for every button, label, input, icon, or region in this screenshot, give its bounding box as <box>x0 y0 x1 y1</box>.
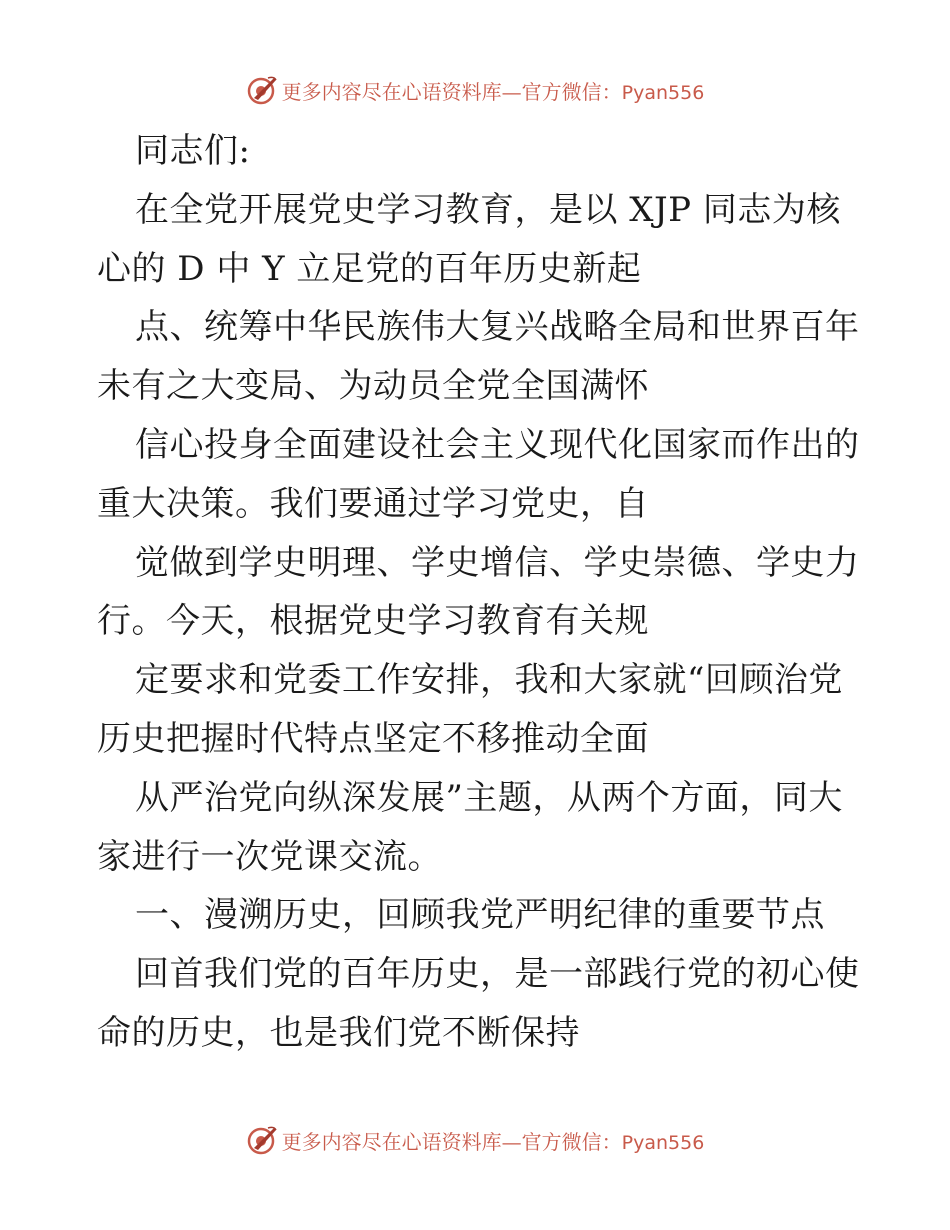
paragraph-line: 觉做到学史明理、学史增信、学史崇德、学史力 <box>135 542 860 583</box>
paragraph-line: 命的历史，也是我们党不断保持 <box>97 1012 580 1053</box>
paragraph-line: 历史把握时代特点坚定不移推动全面 <box>97 718 649 759</box>
banner-promo-text: 更多内容尽在心语资料库—官方微信： <box>281 79 622 104</box>
footer-banner <box>0 1120 950 1160</box>
banner-wechat-handle: Pyan556 <box>621 81 705 104</box>
paragraph-line: 心的 D 中 Y 立足党的百年历史新起 <box>97 248 642 289</box>
header-banner <box>0 70 950 110</box>
paragraph-line: 未有之大变局、为动员全党全国满怀 <box>97 366 649 407</box>
banner-text <box>282 1126 705 1155</box>
paragraph-line: 家进行一次党课交流。 <box>97 836 442 877</box>
paragraph-line: 重大决策。我们要通过学习党史，自 <box>97 483 649 524</box>
paragraph-line: 回首我们党的百年历史，是一部践行党的初心使 <box>135 954 860 995</box>
paragraph-line: 一、漫溯历史，回顾我党严明纪律的重要节点 <box>135 895 825 936</box>
banner-promo-text: 更多内容尽在心语资料库—官方微信： <box>281 1129 622 1154</box>
paragraph-line: 点、统筹中华民族伟大复兴战略全局和世界百年 <box>135 307 860 348</box>
banner-text <box>282 76 705 105</box>
banner-wechat-handle: Pyan556 <box>621 1131 705 1154</box>
quill-pen-logo-icon <box>246 1124 278 1156</box>
paragraph-line: 信心投身全面建设社会主义现代化国家而作出的 <box>135 424 860 465</box>
paragraph-line: 从严治党向纵深发展”主题，从两个方面，同大 <box>135 777 843 818</box>
paragraph-line: 同志们: <box>135 131 251 171</box>
paragraph-line: 定要求和党委工作安排，我和大家就“回顾治党 <box>135 660 843 701</box>
quill-pen-logo-icon <box>246 74 278 106</box>
document-body <box>97 122 860 1063</box>
paragraph-line: 在全党开展党史学习教育，是以 XJP 同志为核 <box>135 189 841 230</box>
paragraph-line: 行。今天，根据党史学习教育有关规 <box>97 601 649 642</box>
